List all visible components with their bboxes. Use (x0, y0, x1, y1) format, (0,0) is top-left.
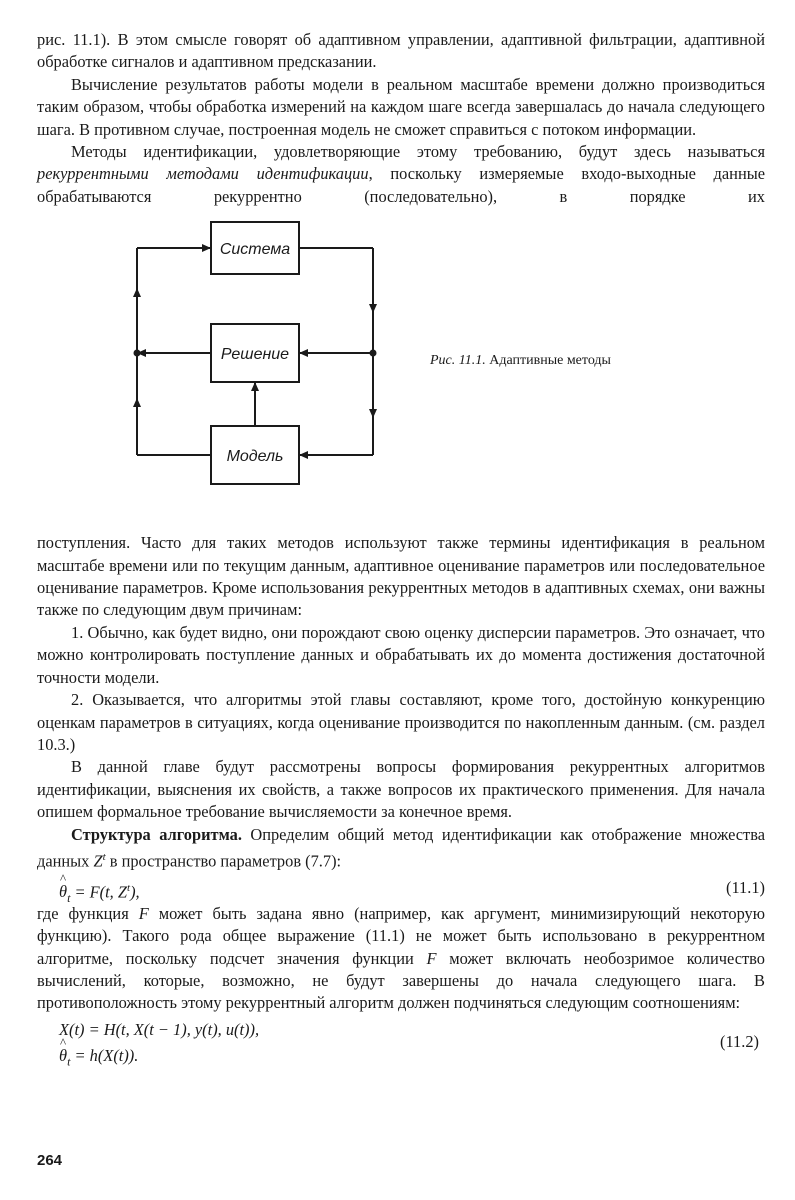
junction-right (370, 350, 377, 357)
italic-term: рекуррентными методами идентификации (37, 164, 369, 184)
equation-11-1: ^ $\theta_t = F(t$, $Z^t$), (11.1) (37, 873, 765, 903)
adaptive-methods-diagram (127, 218, 427, 528)
paragraph-9: где функция F может быть задана явно (например, как аргумент, минимизирующий некоторую функцию). Такого рода общее выражение (11.1) не может быть использовано в рекуррентном алгоритме, поскольку подсчет значения функции F может включать необозримое количество вычислений, которые, возможно, не будут завершены до начала следующего шага. В противоположность этому рекуррентный алгоритм должен подчиняться следующим соотношениям: (37, 903, 765, 1013)
equation-number: (11.2) (720, 1031, 759, 1051)
box-decision-label: Решение (220, 346, 290, 364)
equation-11-2: X(t) = H(t, X(t − 1), y(t), u(t)), ^ $\theta_t = h(X(t))$. (11.2) (37, 1019, 765, 1073)
page-number: 264 (37, 1152, 63, 1169)
equation-number: (11.1) (726, 877, 765, 897)
paragraph-6: 2. Оказывается, что алгоритмы этой главы составляют, кроме того, достойную конкуренцию оценкам параметров в ситуациях, когда оценивание производится по накопленным данным. (см. раздел 10.3.) (37, 690, 765, 754)
section-heading: Структура алгоритма. (71, 824, 242, 844)
page-body (37, 29, 765, 1073)
paragraph-2: Вычисление результатов работы модели в реальном масштабе времени должно производиться таким образом, чтобы обработка измерений на каждом шаге всегда завершалась до начала следующего шага. В противном случае, построенная модель не сможет справиться с потоком информации. (37, 74, 765, 139)
paragraph-3: Методы идентификации, удовлетворяющие этому требованию, будут здесь называться рекуррентными методами идентификации, поскольку измеряемые входо-выходные данные обрабатываются рекуррентно (последовательно), в порядке их (37, 142, 766, 206)
paragraph-5: 1. Обычно, как будет видно, они порождают свою оценку дисперсии параметров. Это означает, что можно контролировать поступление данных и обрабатывать их до момента достижения достаточной точности модели. (37, 622, 765, 687)
paragraph-7: В данной главе будут рассмотрены вопросы формирования рекуррентных алгоритмов идентификации, выяснения их свойств, а также вопросов их практического применения. Для начала опишем формальное требование вычисляемости за конечное время. (37, 757, 765, 822)
junction-left (134, 350, 141, 357)
box-model-label: Модель (226, 448, 284, 466)
paragraph-4: поступления. Часто для таких методов используют также термины идентификация в реальном масштабе времени или по текущим данным, адаптивное оценивание параметров или последовательное оценивание параметров. Кроме использования рекуррентных методов в адаптивных схемах, они важны также по следующим двум причинам: (37, 533, 765, 620)
paragraph-1: рис. 11.1). В этом смысле говорят об адаптивном управлении, адаптивной фильтрации, адаптивной обработке сигналов и адаптивном предсказании. (37, 30, 765, 72)
box-system-label: Система (219, 241, 291, 259)
figure-11-1 (37, 212, 765, 532)
figure-caption: Рис. 11.1. Адаптивные методы (430, 353, 611, 369)
paragraph-8: Структура алгоритма. Определим общий метод идентификации как отображение множества данных $Z^t$ в пространство параметров (7.7): (37, 824, 765, 871)
